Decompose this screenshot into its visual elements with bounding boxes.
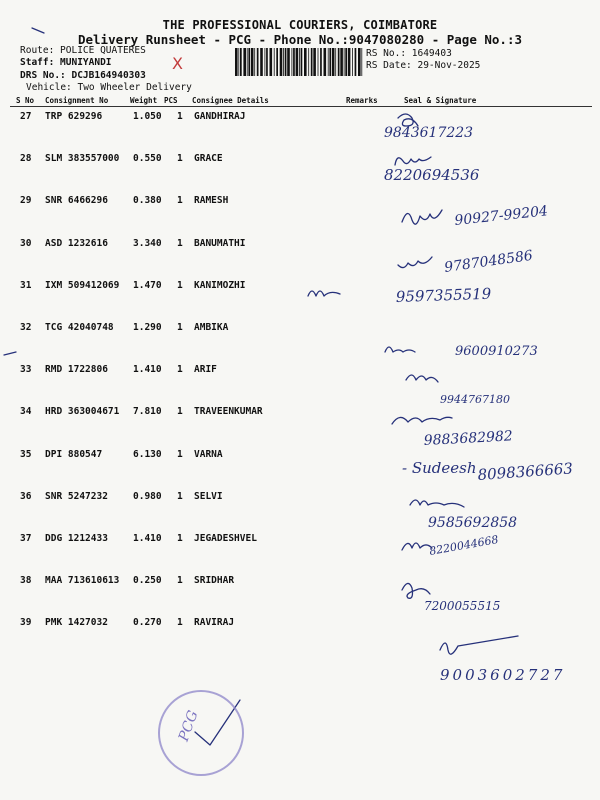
barcode-bar	[332, 48, 335, 76]
barcode-bar	[296, 48, 299, 76]
signature-scribble	[406, 375, 438, 382]
row-pcs: 1	[177, 491, 183, 502]
barcode-bar	[260, 48, 263, 76]
barcode-bar	[335, 48, 336, 76]
signature-scribble	[402, 543, 432, 550]
phone-handwritten: 9787048586	[443, 247, 534, 276]
barcode-bar	[265, 48, 266, 76]
row-weight: 1.470	[133, 280, 162, 291]
col-consignment: Consignment No	[45, 96, 109, 105]
barcode-bar	[254, 48, 255, 76]
signature-scribble	[385, 347, 415, 352]
signature-scribble	[395, 157, 431, 165]
row-consignee: ARIF	[194, 364, 217, 375]
barcode-bar	[348, 48, 351, 76]
row-pcs: 1	[177, 575, 183, 586]
handwritten-name: - Sudeesh	[402, 459, 477, 477]
phone-handwritten: 9600910273	[455, 344, 538, 359]
row-consignment-no: HRD 363004671	[45, 406, 120, 417]
row-weight: 0.980	[133, 491, 162, 502]
barcode-bar	[238, 48, 239, 76]
barcode-bar	[304, 48, 307, 76]
row-consignee: RAVIRAJ	[194, 617, 235, 628]
barcode-bar	[329, 48, 331, 76]
row-weight: 3.340	[133, 238, 162, 249]
barcode-bar	[352, 48, 353, 76]
runsheet-subtitle: Delivery Runsheet - PCG - Phone No.:9047080280 - Page No.:3	[77, 32, 522, 47]
row-pcs: 1	[177, 111, 183, 122]
barcode-bar	[318, 48, 319, 76]
row-consignment-no: MAA 713610613	[45, 575, 120, 586]
row-pcs: 1	[177, 280, 183, 291]
phone-handwritten: 7200055515	[424, 599, 501, 613]
row-weight: 1.290	[133, 322, 162, 333]
barcode-bar	[361, 48, 362, 76]
phone-handwritten: 9003602727	[440, 666, 566, 684]
phone-handwritten: 90927-99204	[453, 203, 549, 229]
col-seal-signature: Seal & Signature	[404, 96, 477, 105]
row-sno: 36	[20, 491, 32, 502]
row-sno: 32	[20, 322, 32, 333]
col-remarks: Remarks	[346, 96, 378, 105]
route-info: Route: POLICE QUATERES	[20, 45, 146, 56]
row-pcs: 1	[177, 617, 183, 628]
row-consignee: BANUMATHI	[194, 238, 246, 249]
barcode-bar	[338, 48, 340, 76]
rs-date: RS Date: 29-Nov-2025	[366, 60, 481, 71]
barcode-bar	[266, 48, 268, 76]
row-consignee: JEGADESHVEL	[194, 533, 257, 544]
header-divider	[10, 106, 592, 107]
barcode-bar	[248, 48, 250, 76]
row-consignment-no: SNR 6466296	[45, 195, 108, 206]
col-weight: Weight	[130, 96, 158, 105]
row-pcs: 1	[177, 449, 183, 460]
barcode-bar	[308, 48, 309, 76]
phone-handwritten: 8220694536	[384, 166, 480, 184]
phone-handwritten: 9944767180	[440, 393, 510, 406]
barcode-bar	[292, 48, 293, 76]
row-pcs: 1	[177, 195, 183, 206]
phone-handwritten: 9585692858	[428, 515, 518, 531]
vehicle-info: Vehicle: Two Wheeler Delivery	[26, 82, 192, 93]
row-consignment-no: DPI 880547	[45, 449, 103, 460]
row-pcs: 1	[177, 238, 183, 249]
row-sno: 34	[20, 406, 32, 417]
barcode-bar	[320, 48, 322, 76]
row-weight: 0.380	[133, 195, 162, 206]
row-pcs: 1	[177, 322, 183, 333]
company-title: THE PROFESSIONAL COURIERS, COIMBATORE	[162, 18, 438, 32]
barcode-bar	[355, 48, 357, 76]
barcode-bar	[257, 48, 259, 76]
signature-scribble	[402, 210, 442, 224]
row-consignment-no: RMD 1722806	[45, 364, 108, 375]
barcode-bar	[276, 48, 278, 76]
col-consignee: Consignee Details	[192, 96, 269, 105]
signature-scribble	[398, 114, 418, 126]
row-weight: 1.410	[133, 364, 162, 375]
row-weight: 1.050	[133, 111, 162, 122]
row-pcs: 1	[177, 533, 183, 544]
barcode-bar	[251, 48, 254, 76]
row-consignee: TRAVEENKUMAR	[194, 406, 263, 417]
barcode-bar	[283, 48, 284, 76]
phone-handwritten: 9843617223	[384, 125, 474, 141]
row-consignment-no: TCG 42040748	[45, 322, 114, 333]
row-consignment-no: SNR 5247232	[45, 491, 108, 502]
row-weight: 0.250	[133, 575, 162, 586]
stamp-label: PCG	[175, 708, 202, 744]
barcode-bar	[340, 48, 343, 76]
row-sno: 31	[20, 280, 32, 291]
row-sno: 28	[20, 153, 32, 164]
phone-handwritten: 8098366663	[477, 459, 574, 484]
row-sno: 30	[20, 238, 32, 249]
rs-number: RS No.: 1649403	[366, 48, 452, 59]
barcode-bar	[280, 48, 283, 76]
row-sno: 38	[20, 575, 32, 586]
row-consignment-no: ASD 1232616	[45, 238, 108, 249]
barcode-bar	[328, 48, 329, 76]
barcode-bar	[243, 48, 246, 76]
row-pcs: 1	[177, 406, 183, 417]
barcode-bar	[344, 48, 345, 76]
signature-scribble	[440, 636, 518, 654]
signature-scribble	[410, 500, 464, 507]
barcode-bar	[293, 48, 295, 76]
row-sno: 33	[20, 364, 32, 375]
row-consignment-no: SLM 383557000	[45, 153, 120, 164]
row-consignee: VARNA	[194, 449, 223, 460]
row-consignee: GANDHIRAJ	[194, 111, 246, 122]
row-weight: 6.130	[133, 449, 162, 460]
barcode-bar	[285, 48, 287, 76]
phone-handwritten: 9597355519	[395, 284, 492, 306]
row-consignee: KANIMOZHI	[194, 280, 246, 291]
courier-stamp	[158, 690, 244, 776]
barcode-bar	[299, 48, 300, 76]
row-pcs: 1	[177, 153, 183, 164]
col-pcs: PCS	[164, 96, 178, 105]
barcode-bar	[345, 48, 347, 76]
row-sno: 27	[20, 111, 32, 122]
row-consignment-no: PMK 1427032	[45, 617, 108, 628]
row-sno: 39	[20, 617, 32, 628]
barcode	[235, 48, 363, 76]
row-sno: 29	[20, 195, 32, 206]
col-sno: S No	[16, 96, 35, 105]
barcode-bar	[235, 48, 238, 76]
row-weight: 7.810	[133, 406, 162, 417]
red-cross-mark: X	[172, 54, 183, 73]
signature-scribble	[308, 291, 340, 296]
barcode-bar	[313, 48, 316, 76]
barcode-bar	[311, 48, 313, 76]
row-consignee: AMBIKA	[194, 322, 229, 333]
staff-info: Staff: MUNIYANDI	[20, 57, 112, 68]
row-weight: 0.270	[133, 617, 162, 628]
phone-handwritten: 8220044668	[428, 532, 500, 558]
barcode-bar	[240, 48, 242, 76]
row-sno: 37	[20, 533, 32, 544]
row-weight: 0.550	[133, 153, 162, 164]
barcode-bar	[324, 48, 327, 76]
row-weight: 1.410	[133, 533, 162, 544]
barcode-bar	[358, 48, 361, 76]
row-consignment-no: TRP 629296	[45, 111, 103, 122]
barcode-bar	[274, 48, 275, 76]
barcode-bar	[301, 48, 303, 76]
signature-scribble	[402, 583, 430, 598]
barcode-bar	[247, 48, 248, 76]
row-consignee: RAMESH	[194, 195, 229, 206]
row-consignee: GRACE	[194, 153, 223, 164]
row-sno: 35	[20, 449, 32, 460]
phone-handwritten: 9883682982	[423, 428, 514, 449]
barcode-bar	[270, 48, 273, 76]
row-consignee: SRIDHAR	[194, 575, 235, 586]
drs-number: DRS No.: DCJB164940303	[20, 70, 146, 81]
signature-scribble	[392, 417, 452, 424]
row-consignment-no: DDG 1212433	[45, 533, 108, 544]
row-pcs: 1	[177, 364, 183, 375]
row-consignment-no: IXM 509412069	[45, 280, 120, 291]
barcode-bar	[287, 48, 290, 76]
signature-scribble	[398, 257, 432, 268]
row-consignee: SELVI	[194, 491, 223, 502]
